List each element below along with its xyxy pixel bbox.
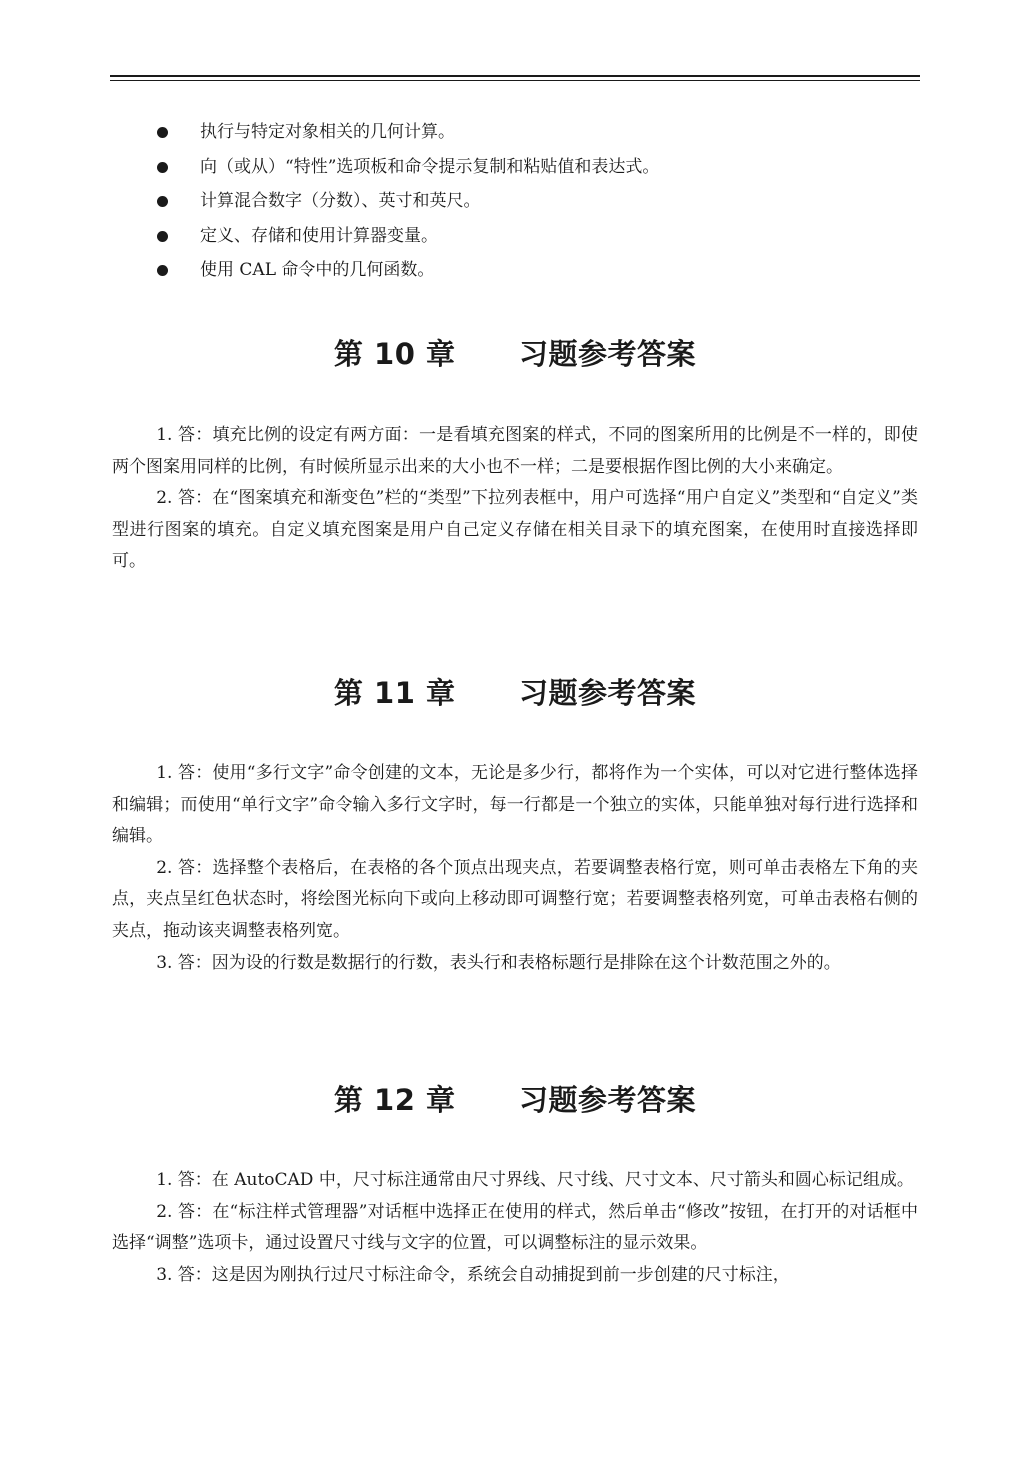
feature-bullet-list	[157, 115, 917, 288]
chapter-title: 第 10 章 习题参考答案	[333, 337, 697, 371]
bullet-dot-icon	[157, 231, 168, 242]
answer-paragraph: 1. 答：填充比例的设定有两方面：一是看填充图案的样式，不同的图案所用的比例是不一样的，即使两个图案用同样的比例，有时候所显示出来的大小也不一样；二是要根据作图比例的大小来确定。	[112, 425, 918, 477]
bullet-item	[157, 184, 917, 219]
answer-paragraph: 2. 答：在“图案填充和渐变色”栏的“类型”下拉列表框中，用户可选择“用户自定义”类型和“自定义”类型进行图案的填充。自定义填充图案是用户自己定义存储在相关目录下的填充图案，在使用时直接选择即可。	[112, 488, 918, 572]
answer-paragraph: 3. 答：这是因为刚执行过尺寸标注命令，系统会自动捕捉到前一步创建的尺寸标注，	[156, 1264, 790, 1285]
chapter-answers	[112, 420, 918, 578]
answer-paragraph: 2. 答：选择整个表格后，在表格的各个顶点出现夹点，若要调整表格行宽，则可单击表格左下角的夹点，夹点呈红色状态时，将绘图光标向下或向上移动即可调整行宽；若要调整表格列宽，可单击表格右侧的夹点，拖动该夹调整表格列宽。	[112, 857, 918, 941]
chapter-title: 第 12 章 习题参考答案	[333, 1083, 697, 1117]
bullet-item	[157, 115, 917, 150]
answer-paragraph: 2. 答：在“标注样式管理器”对话框中选择正在使用的样式，然后单击“修改”按钮，在打开的对话框中选择“调整”选项卡，通过设置尺寸线与文字的位置，可以调整标注的显示效果。	[112, 1201, 918, 1254]
bullet-dot-icon	[157, 196, 168, 207]
bullet-text: 向（或从）“特性”选项板和命令提示复制和粘贴值和表达式。	[200, 156, 660, 177]
answer-paragraph: 1. 答：在 AutoCAD 中，尺寸标注通常由尺寸界线、尺寸线、尺寸文本、尺寸箭头和圆心标记组成。	[156, 1170, 914, 1190]
bullet-dot-icon	[157, 265, 168, 276]
bullet-text: 使用 CAL 命令中的几何函数。	[200, 260, 435, 280]
chapter-answers	[112, 1165, 918, 1291]
bullet-text: 定义、存储和使用计算器变量。	[200, 225, 438, 246]
header-double-rule	[110, 75, 920, 81]
bullet-text: 计算混合数字（分数）、英寸和英尺。	[200, 191, 481, 211]
bullet-item	[157, 219, 917, 254]
bullet-item	[157, 253, 917, 288]
chapter-answers	[112, 758, 918, 979]
bullet-text: 执行与特定对象相关的几何计算。	[200, 122, 455, 142]
answer-paragraph: 1. 答：使用“多行文字”命令创建的文本，无论是多少行，都将作为一个实体，可以对它进行整体选择和编辑；而使用“单行文字”命令输入多行文字时，每一行都是一个独立的实体，只能单独对每行进行选择和编辑。	[112, 763, 918, 847]
bullet-dot-icon	[157, 162, 168, 173]
bullet-dot-icon	[157, 127, 168, 138]
bullet-item	[157, 150, 917, 185]
chapter-title: 第 11 章 习题参考答案	[333, 676, 697, 710]
answer-paragraph: 3. 答：因为设的行数是数据行的行数，表头行和表格标题行是排除在这个计数范围之外的。	[156, 952, 841, 973]
